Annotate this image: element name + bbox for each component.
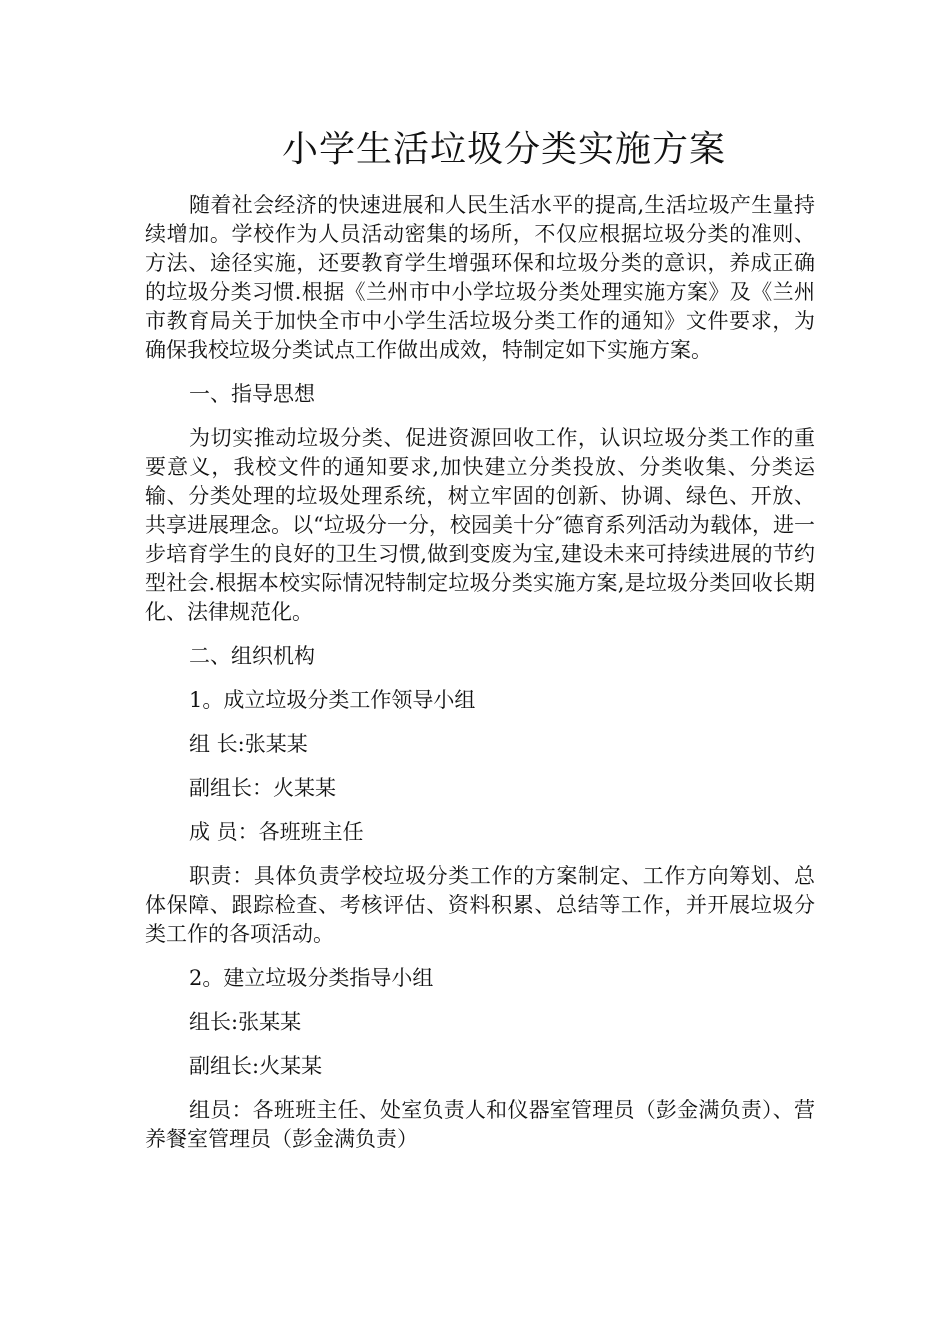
document-body [145,124,815,1154]
group1-leader: 组 长:张某某 [189,732,308,756]
group1-deputy-leader: 副组长：火某某 [189,776,336,800]
group1-duty-paragraph: 职责：具体负责学校垃圾分类工作的方案制定、工作方向筹划、总体保障、跟踪检查、考核评估、资料积累、总结等工作，并开展垃圾分类工作的各项活动。 [145,864,815,946]
intro-paragraph: 随着社会经济的快速进展和人民生活水平的提高,生活垃圾产生量持续增加。学校作为人员活动密集的场所，不仅应根据垃圾分类的准则、方法、途径实施，还要教育学生增强环保和垃圾分类的意识，养成正确的垃圾分类习惯.根据《兰州市中小学垃圾分类处理实施方案》及《兰州市教育局关于加快全市中小学生活垃圾分类工作的通知》文件要求，为确保我校垃圾分类试点工作做出成效，特制定如下实施方案。 [145,193,815,362]
document-title: 小学生活垃圾分类实施方案 [281,129,726,170]
section-heading-guiding-principle: 一、指导思想 [189,382,315,406]
group1-members: 成 员：各班班主任 [189,820,364,844]
group1-heading: 1。成立垃圾分类工作领导小组 [189,688,476,712]
group2-deputy-leader: 副组长:火某某 [189,1054,323,1078]
group2-members-paragraph: 组员：各班班主任、处室负责人和仪器室管理员（彭金满负责）、营养餐室管理员（彭金满负责） [145,1098,815,1151]
group2-heading: 2。建立垃圾分类指导小组 [189,966,434,990]
group2-leader: 组长:张某某 [189,1010,302,1034]
section-heading-organization: 二、组织机构 [189,644,315,668]
guiding-principle-paragraph: 为切实推动垃圾分类、促进资源回收工作，认识垃圾分类工作的重要意义，我校文件的通知要求,加快建立分类投放、分类收集、分类运输、分类处理的垃圾处理系统，树立牢固的创新、协调、绿色、开放、共享进展理念。以“垃圾分一分，校园美十分″德育系列活动为载体，进一步培育学生的良好的卫生习惯,做到变废为宝,建设未来可持续进展的节约型社会.根据本校实际情况特制定垃圾分类实施方案,是垃圾分类回收长期化、法律规范化。 [145,426,815,624]
